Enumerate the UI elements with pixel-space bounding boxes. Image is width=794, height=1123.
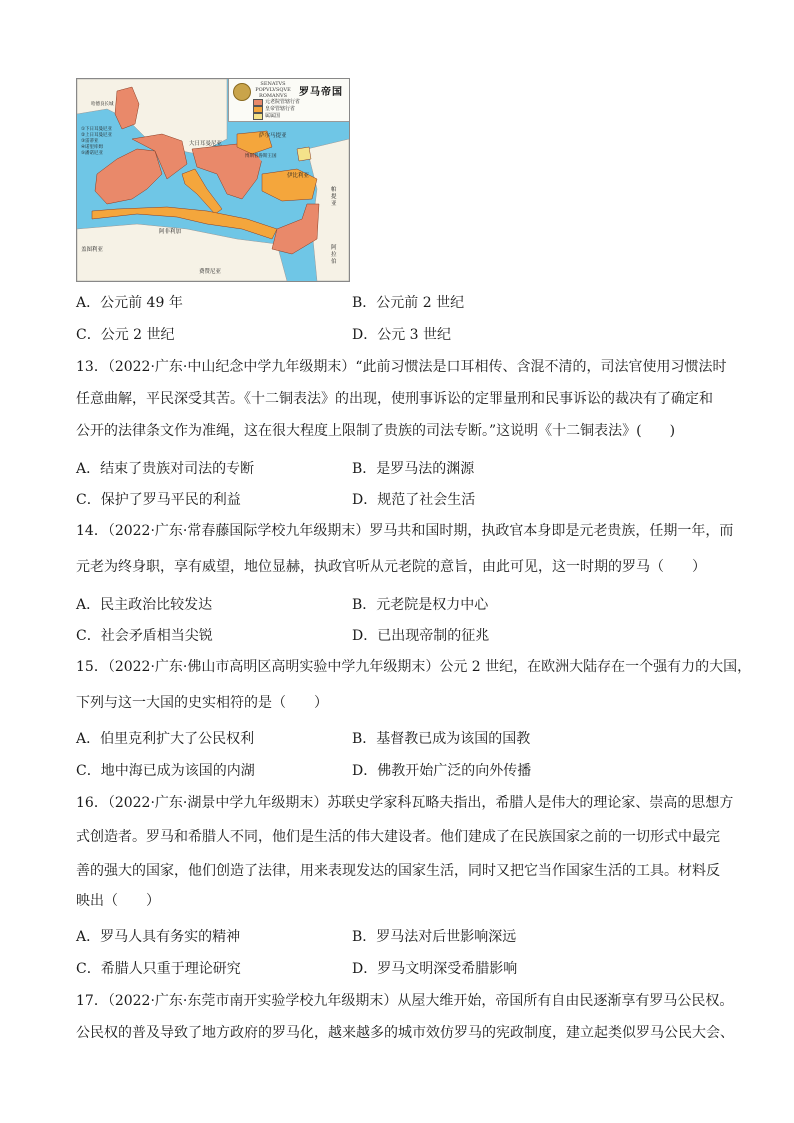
legend-swatch [253, 99, 263, 106]
map-notes [81, 127, 112, 157]
q16-stem-line: 映出（ ） [76, 893, 160, 909]
q15-stem-line: 15．（2022·广东·佛山市高明区高明实验中学九年级期末）公元 2 世纪，在欧洲大陆存在一个强有力的大国， [76, 659, 752, 675]
q16-option-d: D．罗马文明深受希腊影响 [352, 961, 518, 977]
q16-option-a: A．罗马人具有务实的精神 [76, 929, 241, 945]
q12-option-c: C．公元 2 世纪 [76, 327, 175, 343]
q12-option-d: D．公元 3 世纪 [352, 327, 452, 343]
label-dagermania: 大日耳曼尼亚 [189, 141, 223, 147]
q12-option-b: B．公元前 2 世纪 [352, 295, 465, 311]
map-title: 罗马帝国 [299, 87, 343, 98]
label-arabia: 阿拉伯 [331, 245, 337, 265]
q17-stem-line: 公民权的普及导致了地方政府的罗马化，越来越多的城市效仿罗马的宪政制度，建立起类似罗马公民大会、 [76, 1025, 734, 1041]
q12-option-a: A．公元前 49 年 [76, 295, 183, 311]
q14-stem-line: 元老为终身职，享有威望，地位显赫，执政官听从元老院的意旨，由此可见，这一时期的罗马（ ） [76, 559, 706, 575]
map-legend [253, 99, 300, 120]
q13-stem-line: 任意曲解，平民深受其苦。《十二铜表法》的出现，使刑事诉讼的定罪量刑和民事诉讼的裁决有了确定和 [76, 391, 713, 407]
label-hadrian: 哈德良长城 [91, 102, 114, 107]
legend-label: 元老院管辖行省 [265, 99, 301, 105]
q13-stem-line: 公开的法律条文作为准绳，这在很大程度上限制了贵族的司法专断。”这说明《十二铜表法》( ) [76, 423, 676, 439]
q16-stem-line: 16．（2022·广东·湖景中学九年级期末）苏联史学家科瓦略夫指出，希腊人是伟大的理论家、崇高的思想方 [76, 795, 734, 811]
q16-option-b: B．罗马法对后世影响深远 [352, 929, 517, 945]
map-note: ⑤潘诺尼亚 [81, 151, 104, 156]
legend-item [253, 113, 300, 120]
senatus-text: SENATVS POPVLVSQVE ROMANVS [255, 81, 291, 99]
q15-option-b: B．基督教已成为该国的国教 [352, 731, 531, 747]
map-note: ③雷蒂亚 [81, 139, 99, 144]
roman-empire-map [76, 78, 350, 282]
q14-option-c: C．社会矛盾相当尖锐 [76, 628, 213, 644]
q16-option-c: C．希腊人只重于理论研究 [76, 961, 241, 977]
legend-item [253, 106, 300, 113]
map-title-box [228, 79, 349, 122]
q15-option-a: A．伯里克利扩大了公民权利 [76, 731, 255, 747]
q13-option-a: A．结束了贵族对司法的专断 [76, 461, 255, 477]
legend-swatch [253, 113, 263, 120]
q14-stem-line: 14．（2022·广东·常春藤国际学校九年级期末）罗马共和国时期，执政官本身即是元老贵族，任期一年，而 [76, 523, 734, 539]
q14-option-b: B．元老院是权力中心 [352, 597, 489, 613]
label-bosporus: 博斯普鲁斯王国 [245, 154, 277, 159]
legend-label: 皇帝管辖行省 [265, 106, 296, 112]
map-note: ④诺里库姆 [81, 145, 104, 150]
legend-label: 属属国 [265, 113, 281, 119]
label-getulia: 盖图利亚 [81, 247, 104, 253]
seal-icon [233, 83, 251, 101]
label-iberia: 伊比利亚 [287, 173, 310, 179]
q15-stem-line: 下列与这一大国的史实相符的是（ ） [76, 695, 328, 711]
q16-stem-line: 式创造者。罗马和希腊人不同，他们是生活的伟大建设者。他们建成了在民族国家之前的一切形式中最完 [76, 829, 720, 845]
legend-swatch [253, 106, 263, 113]
q13-stem-line: 13．（2022·广东·中山纪念中学九年级期末）“此前习惯法是口耳相传、含混不清的，司法官使用习惯法时 [76, 359, 727, 375]
q14-option-a: A．民主政治比较发达 [76, 597, 213, 613]
q15-option-d: D．佛教开始广泛的向外传播 [352, 763, 532, 779]
label-parthia: 帕提亚 [331, 187, 337, 207]
map-note: ①下日耳曼尼亚 [81, 127, 113, 132]
q14-option-d: D．已出现帝制的征兆 [352, 628, 490, 644]
q13-option-c: C．保护了罗马平民的利益 [76, 492, 241, 508]
q17-stem-line: 17．（2022·广东·东莞市南开实验学校九年级期末）从屋大维开始，帝国所有自由民逐渐享有罗马公民权。 [76, 993, 734, 1009]
q13-option-d: D．规范了社会生活 [352, 492, 476, 508]
label-sarmatia: 萨尔马提亚 [259, 133, 287, 139]
legend-item [253, 99, 300, 106]
q16-stem-line: 善的强大的国家，他们创造了法律，用来表现发达的国家生活，同时又把它当作国家生活的工具。材料反 [76, 863, 720, 879]
q15-option-c: C．地中海已成为该国的内湖 [76, 763, 255, 779]
label-sahara: 费赞尼亚 [199, 269, 222, 275]
map-note: ②上日耳曼尼亚 [81, 133, 113, 138]
q13-option-b: B．是罗马法的渊源 [352, 461, 475, 477]
label-africa: 阿非利加 [159, 229, 182, 235]
